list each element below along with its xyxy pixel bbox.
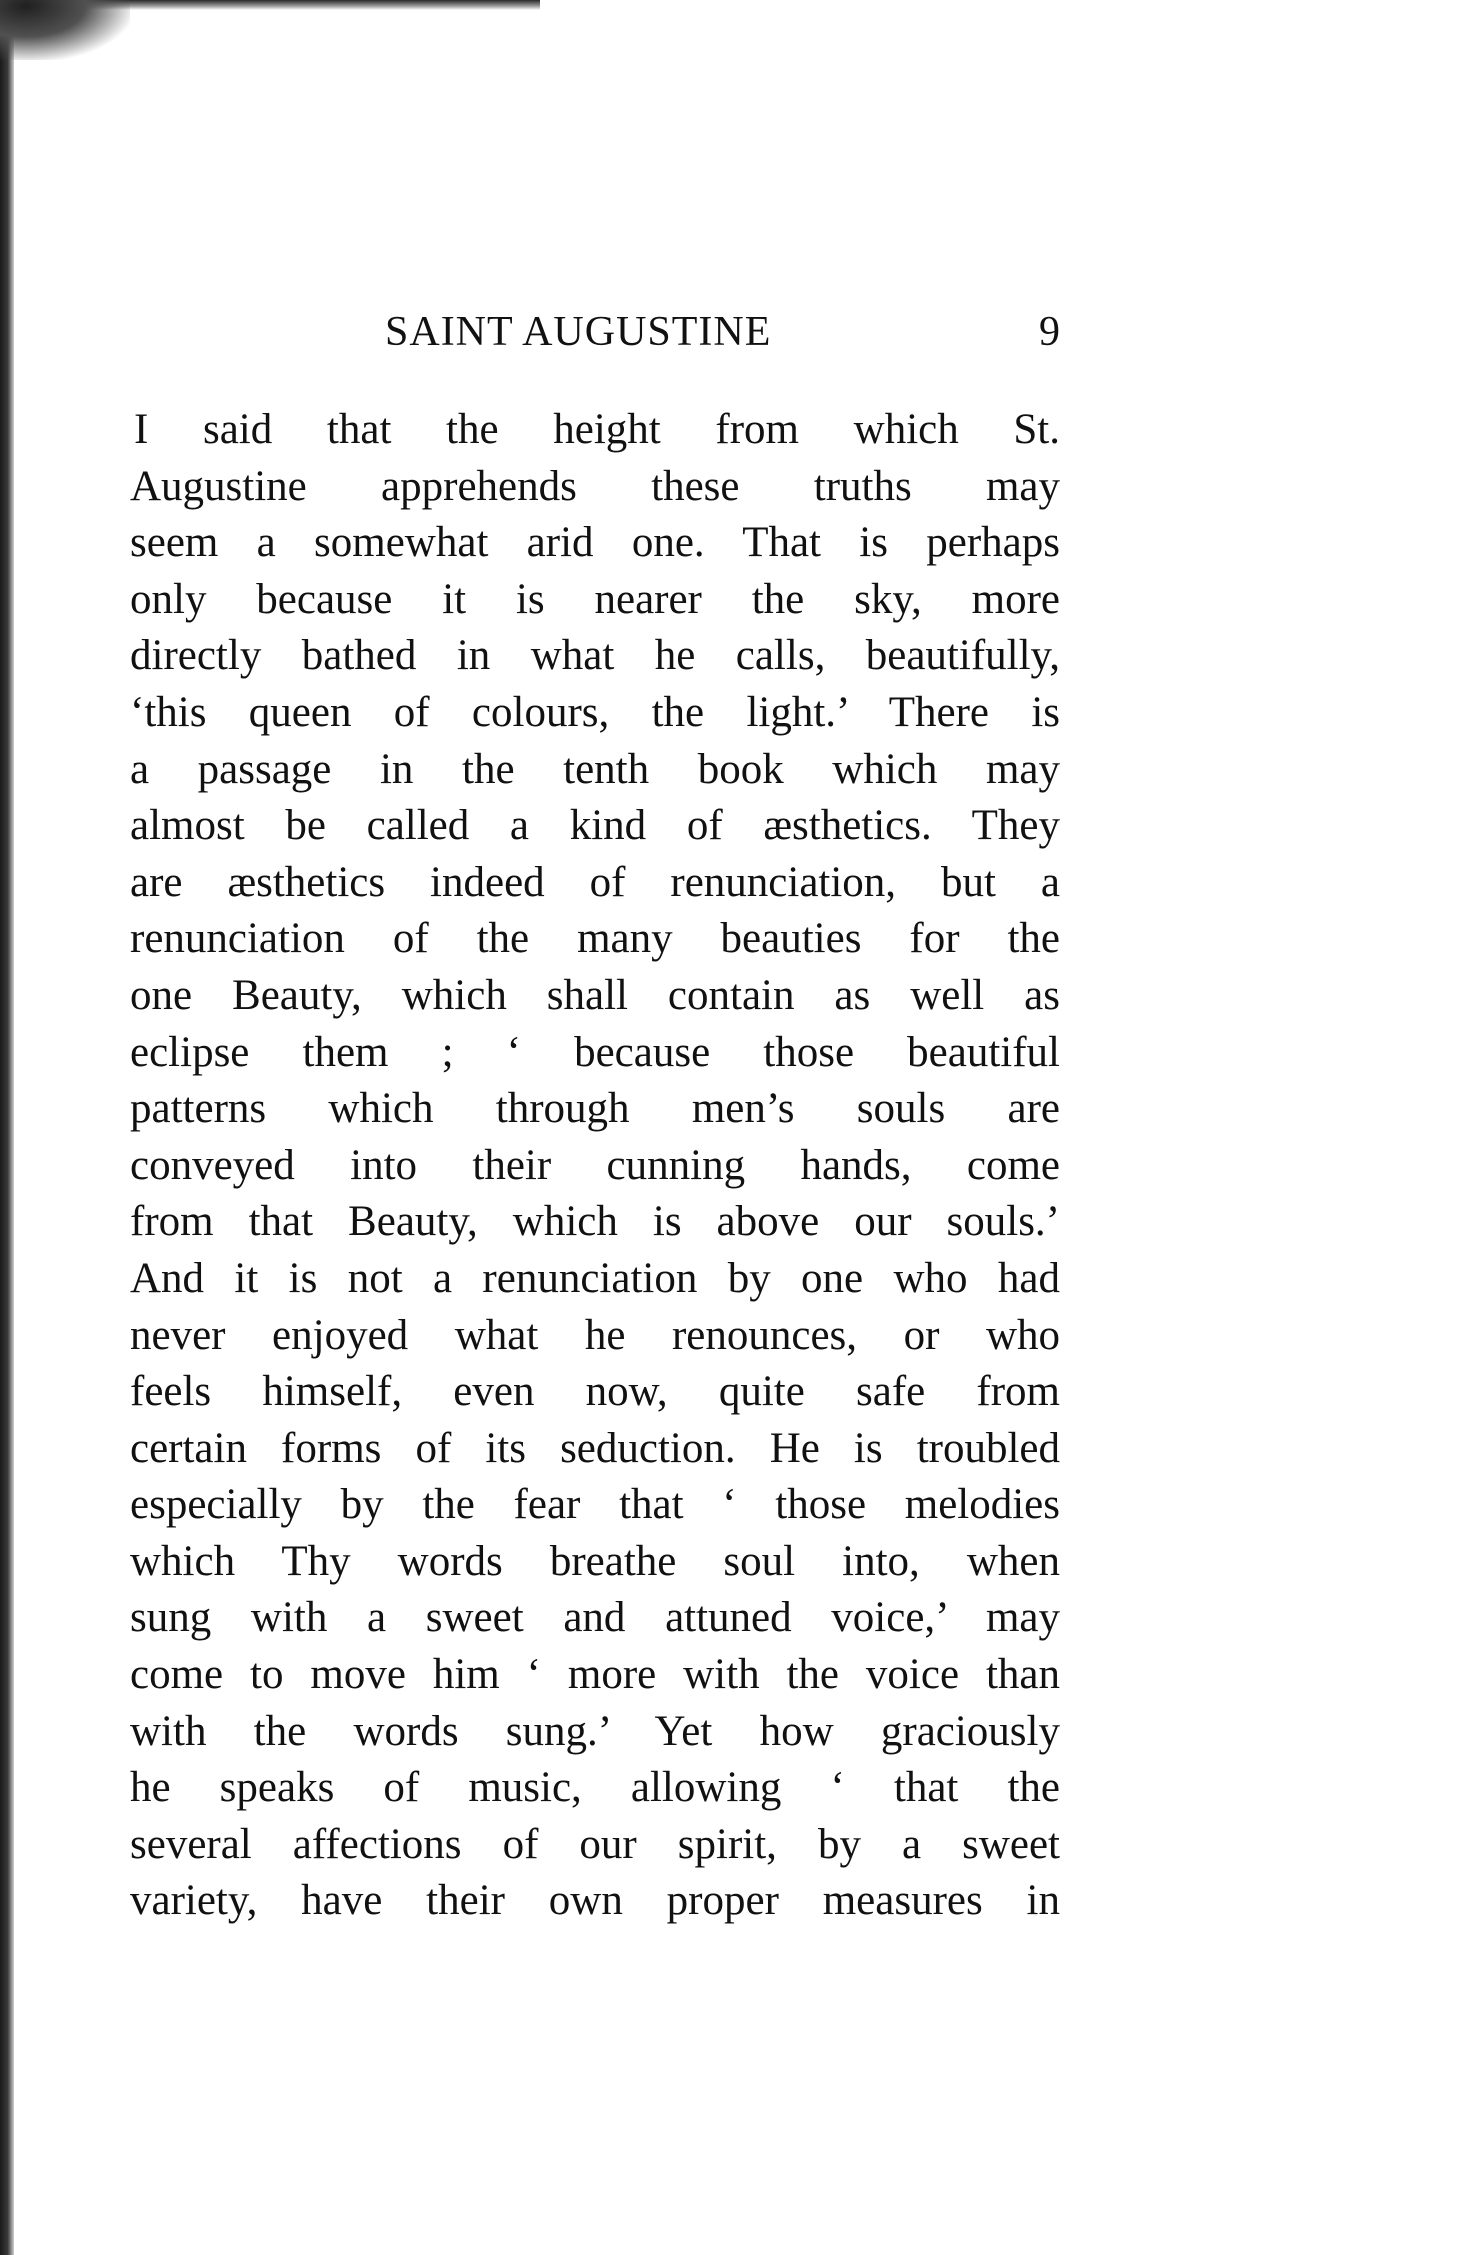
text-line: almost be called a kind of æsthetics. They <box>130 802 1060 850</box>
text-line: a passage in the tenth book which may <box>130 745 1060 793</box>
text-line: several affections of our spirit, by a sweet <box>130 1820 1060 1868</box>
text-line: directly bathed in what he calls, beautifully, <box>130 632 1060 680</box>
text-line: seem a somewhat arid one. That is perhaps <box>130 519 1060 567</box>
scan-corner-smudge <box>0 0 130 60</box>
text-line: conveyed into their cunning hands, come <box>130 1141 1060 1189</box>
text-line: ‘this queen of colours, the light.’ There is <box>130 688 1060 736</box>
scan-binding-shadow <box>0 0 14 2255</box>
text-line: Augustine apprehends these truths may <box>130 462 1060 510</box>
running-head <box>130 308 1060 368</box>
text-line: And it is not a renunciation by one who had <box>130 1254 1060 1302</box>
text-line: only because it is nearer the sky, more <box>130 575 1060 623</box>
text-line: renunciation of the many beauties for the <box>130 915 1060 963</box>
text-line: he speaks of music, allowing ‘ that the <box>130 1764 1060 1812</box>
text-line: one Beauty, which shall contain as well as <box>130 971 1060 1019</box>
text-line: feels himself, even now, quite safe from <box>130 1368 1060 1416</box>
text-line: certain forms of its seduction. He is troubled <box>130 1424 1060 1472</box>
running-title: SAINT AUGUSTINE <box>385 309 772 355</box>
text-line: especially by the fear that ‘ those melodies <box>130 1481 1060 1529</box>
text-line: never enjoyed what he renounces, or who <box>130 1311 1060 1359</box>
text-line: I said that the height from which St. <box>134 406 1060 453</box>
text-line: with the words sung.’ Yet how graciously <box>130 1707 1060 1755</box>
page-number: 9 <box>1039 309 1060 355</box>
text-line: patterns which through men’s souls are <box>130 1085 1060 1133</box>
body-paragraph <box>130 402 1060 1930</box>
text-line: sung with a sweet and attuned voice,’ may <box>130 1594 1060 1642</box>
text-line: variety, have their own proper measures in <box>130 1877 1060 1925</box>
text-line: come to move him ‘ more with the voice than <box>130 1651 1060 1699</box>
text-line: from that Beauty, which is above our souls.’ <box>130 1198 1060 1246</box>
text-line: which Thy words breathe soul into, when <box>130 1537 1060 1585</box>
text-line: eclipse them ; ‘ because those beautiful <box>130 1028 1060 1076</box>
text-line: are æsthetics indeed of renunciation, but a <box>130 858 1060 906</box>
